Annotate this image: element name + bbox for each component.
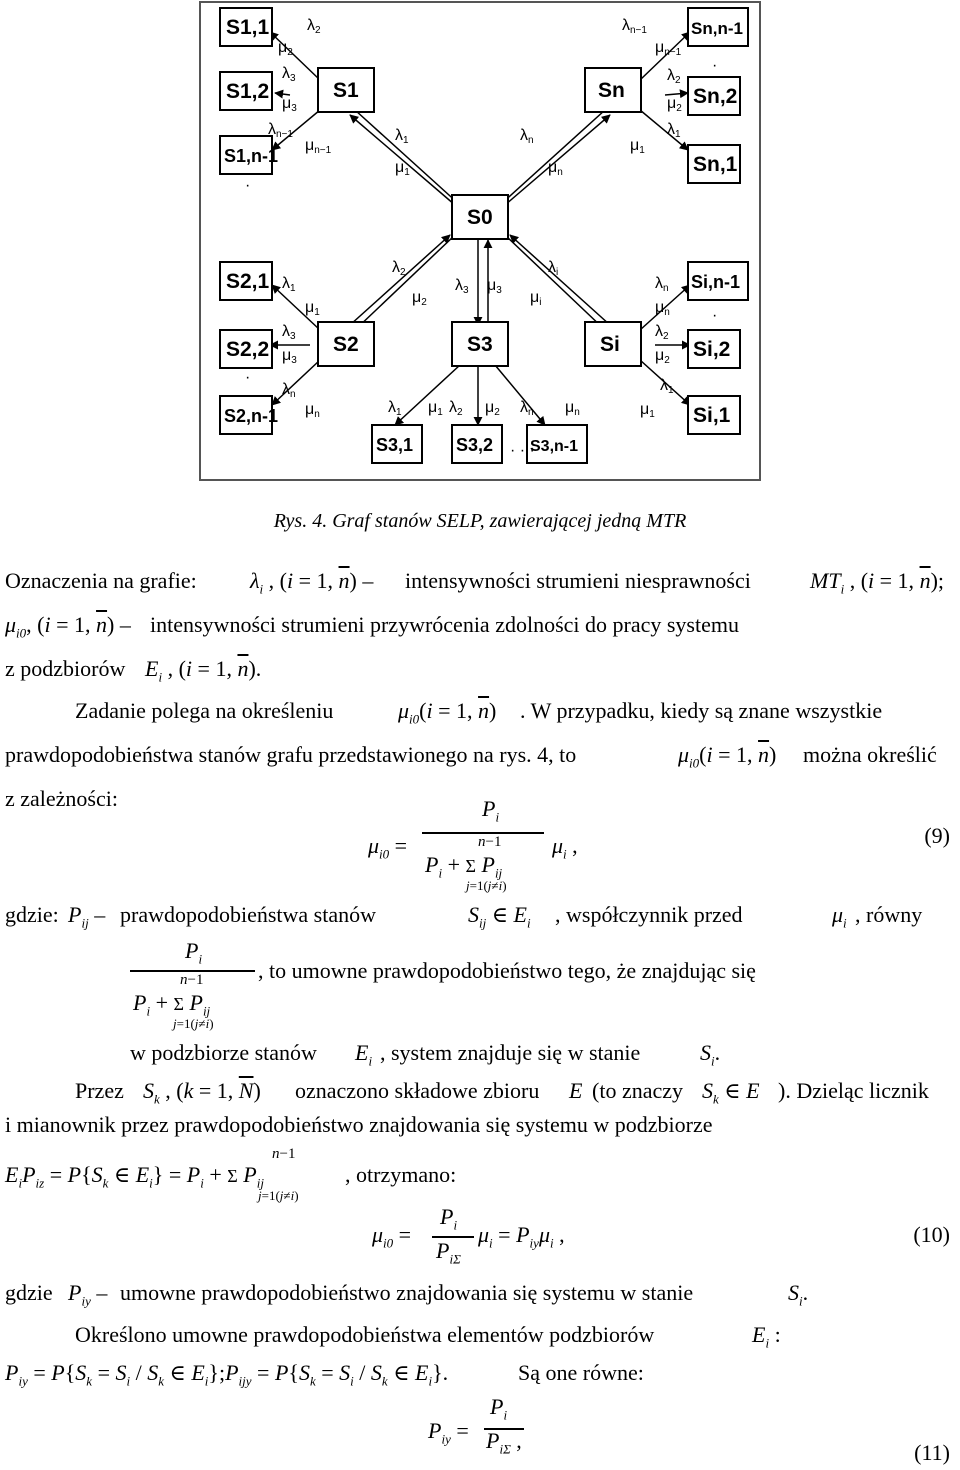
gdzie4-b: umowne prawdopodobieństwo znajdowania się systemu w stanie: [120, 1280, 694, 1305]
p1-mid: intensywności strumieni niesprawności: [405, 568, 751, 593]
svg-text:μ2: μ2: [667, 95, 682, 114]
p1-line2: intensywności strumieni przywrócenia zdolności do pracy systemu: [150, 612, 739, 637]
math-e-i-2: $E_i$: [355, 1040, 373, 1069]
node-s11: S1,1: [226, 16, 270, 39]
p2-c: prawdopodobieństwa stanów grafu przedstawionego na rys. 4, to: [5, 742, 577, 767]
figure-caption: Rys. 4. Graf stanów SELP, zawierającej jedną MTR: [273, 510, 687, 532]
p1-prefix: Oznaczenia na grafie:: [5, 568, 197, 593]
math-mt-i: $MT_i$ , (i = 1, $\overline{n}$);: [810, 568, 945, 597]
svg-text:μ3: μ3: [487, 277, 502, 296]
svg-text:μ2: μ2: [278, 39, 293, 58]
math-mu-i: $\mu_i$: [832, 902, 847, 931]
node-si1: Si,1: [693, 404, 731, 427]
svg-text:λ3: λ3: [455, 277, 469, 296]
p2-b: . W przypadku, kiedy są znane wszystkie: [520, 698, 883, 723]
node-s1: S1: [333, 79, 359, 102]
node-sn1: Sn,1: [693, 153, 738, 176]
svg-text:λn: λn: [520, 399, 534, 418]
equation-9-number: (9): [924, 823, 950, 848]
node-s32: S3,2: [456, 435, 494, 455]
node-sn2: Sn,2: [693, 85, 738, 108]
math-e-i: $E_i$ , (i = 1, $\overline{n}$).: [145, 656, 262, 685]
node-s2n1: S2,n-1: [224, 406, 279, 426]
przez-b: oznaczono składowe zbioru: [295, 1078, 540, 1103]
svg-text:·: ·: [245, 177, 251, 194]
svg-text:λ3: λ3: [282, 65, 296, 84]
equation-11-number: (11): [914, 1440, 950, 1465]
svg-text:μ1: μ1: [305, 299, 320, 318]
node-s3n1: S3,n-1: [530, 438, 579, 455]
node-sn: Sn: [598, 79, 625, 102]
svg-text:μ2: μ2: [412, 289, 427, 308]
node-snn1: Sn,n-1: [691, 19, 743, 38]
math-p-ij: $P_{ij}$ –: [68, 902, 106, 931]
p2-d: można określić: [803, 742, 937, 767]
p1-line3: z podzbiorów: [5, 656, 126, 681]
math-mu-i0-3: $\mu_{i0}(i = 1$, $\overline{n}$): [678, 742, 777, 771]
gdzie3-b: , system znajduje się w stanie: [380, 1040, 641, 1065]
math-mu-i0: $\mu_{i0}$, (i = 1, $\overline{n}$) –: [5, 612, 131, 641]
math-mu-i0-2: $\mu_{i0}(i = 1$, $\overline{n}$): [398, 698, 497, 727]
svg-text:·: ·: [712, 57, 718, 74]
math-s-k: $S_k$ , (k = 1, $\overline{N}$): [143, 1078, 261, 1107]
gdzie1-b: prawdopodobieństwa stanów: [120, 902, 377, 927]
svg-text:λ2: λ2: [655, 323, 669, 342]
math-e: E: [569, 1078, 583, 1103]
svg-text:λn: λn: [282, 381, 296, 400]
svg-text:λi: λi: [548, 259, 559, 278]
node-s2: S2: [333, 333, 359, 356]
node-si2: Si,2: [693, 338, 731, 361]
svg-text:λ2: λ2: [392, 259, 406, 278]
math-s-ij: $S_{ij}$ ∈ $E_i$: [468, 902, 531, 931]
svg-text:·: ·: [245, 369, 251, 386]
otrzymano: , otrzymano:: [345, 1162, 457, 1187]
okreslono: Określono umowne prawdopodobieństwa elementów podzbiorów: [75, 1322, 655, 1347]
node-s31: S3,1: [376, 435, 414, 455]
svg-text:λ1: λ1: [388, 399, 402, 418]
math-sk-in-e: $S_k$ ∈ E: [702, 1078, 760, 1107]
przez-a: Przez: [75, 1078, 124, 1103]
equation-10-number: (10): [913, 1222, 950, 1247]
gdzie2: , to umowne prawdopodobieństwo tego, że znajdując się: [258, 958, 756, 983]
svg-text:μn: μn: [565, 399, 580, 418]
svg-text:λ1: λ1: [282, 275, 296, 294]
state-graph-figure: [0, 0, 960, 500]
svg-text:λ1: λ1: [395, 127, 409, 146]
node-sin1: Si,n-1: [691, 272, 741, 292]
svg-text:μn: μn: [548, 159, 563, 178]
svg-text:μ1: μ1: [640, 401, 655, 420]
svg-text:μ1: μ1: [630, 137, 645, 156]
svg-text:μi: μi: [530, 289, 542, 308]
svg-text:λ1: λ1: [667, 121, 681, 140]
svg-text:·: ·: [712, 307, 718, 324]
svg-text:μ3: μ3: [282, 347, 297, 366]
math-p-iy: $P_{iy}$ –: [68, 1280, 108, 1309]
svg-text:λ1: λ1: [660, 377, 674, 396]
p2-e: z zależności:: [5, 786, 118, 811]
math-p-iy-def: $P_{iy} = P\{S_k = S_i / S_k$ ∈ $E_i\};P_{ijy} = P\{S_k = S_i / S_k$ ∈ $E_i$}.: [5, 1360, 449, 1389]
gdzie4-a: gdzie: [5, 1280, 53, 1305]
svg-text:· · ·: · · ·: [510, 442, 535, 459]
node-s0: S0: [467, 206, 493, 229]
gdzie3-a: w podzbiorze stanów: [130, 1040, 317, 1065]
math-s-i: $S_i$.: [700, 1040, 721, 1069]
svg-text:λn−1: λn−1: [622, 17, 647, 36]
svg-text:μ2: μ2: [655, 347, 670, 366]
svg-text:μn−1: μn−1: [655, 39, 682, 58]
gdzie1-c: , współczynnik przed: [555, 902, 743, 927]
gdzie1-a: gdzie:: [5, 902, 59, 927]
przez-c: (to znaczy: [592, 1078, 683, 1103]
przez-d: ). Dzieląc licznik: [778, 1078, 929, 1103]
node-s3: S3: [467, 333, 493, 356]
svg-text:μ1: μ1: [428, 399, 443, 418]
sa-one: Są one równe:: [518, 1360, 644, 1385]
node-s22: S2,2: [226, 338, 270, 361]
svg-text:μ3: μ3: [282, 95, 297, 114]
svg-text:μn: μn: [655, 299, 670, 318]
node-s12: S1,2: [226, 80, 270, 103]
przez-2: i mianownik przez prawdopodobieństwo znajdowania się systemu w podzbiorze: [5, 1112, 713, 1137]
svg-text:λ2: λ2: [307, 17, 321, 36]
math-e-i-3: $E_i$ :: [752, 1322, 781, 1351]
svg-text:μn−1: μn−1: [305, 137, 332, 156]
svg-text:μn: μn: [305, 401, 320, 420]
svg-text:λn: λn: [520, 127, 534, 146]
gdzie1-d: , równy: [855, 902, 923, 927]
math-s-i-2: $S_i$.: [788, 1280, 809, 1309]
svg-text:λ3: λ3: [282, 323, 296, 342]
svg-text:μ1: μ1: [395, 159, 410, 178]
svg-text:λn: λn: [655, 275, 669, 294]
svg-text:μ2: μ2: [485, 399, 500, 418]
node-si: Si: [600, 333, 620, 356]
svg-text:λn−1: λn−1: [268, 121, 293, 140]
node-s21: S2,1: [226, 270, 270, 293]
svg-text:λ2: λ2: [449, 399, 463, 418]
svg-text:λ2: λ2: [667, 67, 681, 86]
math-lambda-i: $\lambda_i$ , (i = 1, $\overline{n}$) –: [250, 568, 374, 597]
p2-a: Zadanie polega na określeniu: [75, 698, 334, 723]
node-s1n1: S1,n-1: [224, 146, 279, 166]
